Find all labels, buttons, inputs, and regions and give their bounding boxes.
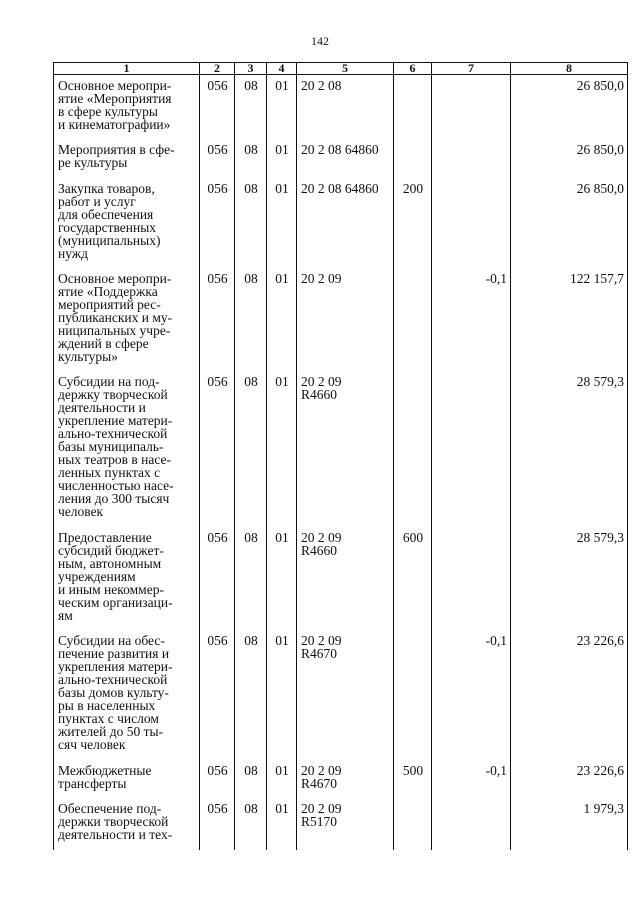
item-name: Основное меропри- ятие «Поддержка мероприятий рес- публиканских и му- ниципальных учре- ждений в сфере культуры» (54, 268, 200, 371)
target-article-code: 20 2 09 R4670 (297, 630, 394, 760)
ministry-code: 056 (200, 139, 235, 178)
subsection-code: 01 (267, 371, 297, 527)
subsection-code: 01 (267, 527, 297, 630)
ministry-code: 056 (200, 527, 235, 630)
ministry-code: 056 (200, 178, 235, 268)
expense-type-code (394, 268, 432, 371)
table-row (54, 268, 628, 371)
expense-type-code (394, 371, 432, 527)
expense-type-code (394, 630, 432, 760)
total-amount: 26 850,0 (511, 178, 628, 268)
subsection-code: 01 (267, 268, 297, 371)
section-code: 08 (235, 178, 267, 268)
subsection-code: 01 (267, 178, 297, 268)
target-article-code: 20 2 09 R4660 (297, 527, 394, 630)
change-amount: -0,1 (432, 630, 511, 760)
total-amount: 23 226,6 (511, 630, 628, 760)
subsection-code: 01 (267, 798, 297, 850)
expense-type-code: 600 (394, 527, 432, 630)
total-amount: 26 850,0 (511, 139, 628, 178)
item-name: Мероприятия в сфе- ре культуры (54, 139, 200, 178)
total-amount: 28 579,3 (511, 371, 628, 527)
budget-table (53, 62, 628, 850)
change-amount (432, 139, 511, 178)
target-article-code: 20 2 09 R4660 (297, 371, 394, 527)
expense-type-code: 200 (394, 178, 432, 268)
item-name: Субсидии на обес- печение развития и укрепления матери- ально-технической базы домов культу- ры в населенных пунктах с числом жителей до 50 ты- сяч человек (54, 630, 200, 760)
ministry-code: 056 (200, 630, 235, 760)
ministry-code: 056 (200, 371, 235, 527)
item-name: Межбюджетные трансферты (54, 760, 200, 798)
target-article-code: 20 2 08 64860 (297, 139, 394, 178)
section-code: 08 (235, 798, 267, 850)
section-code: 08 (235, 630, 267, 760)
item-name: Предоставление субсидий бюджет- ным, автономным учреждениям и иным некоммер- ческим организаци- ям (54, 527, 200, 630)
target-article-code: 20 2 09 R5170 (297, 798, 394, 850)
section-code: 08 (235, 139, 267, 178)
total-amount: 26 850,0 (511, 75, 628, 139)
header-row (54, 63, 628, 75)
expense-type-code (394, 75, 432, 139)
change-amount (432, 178, 511, 268)
change-amount: -0,1 (432, 268, 511, 371)
section-code: 08 (235, 527, 267, 630)
column-header-2: 2 (200, 63, 235, 75)
ministry-code: 056 (200, 798, 235, 850)
section-code: 08 (235, 371, 267, 527)
target-article-code: 20 2 09 (297, 268, 394, 371)
section-code: 08 (235, 75, 267, 139)
target-article-code: 20 2 08 64860 (297, 178, 394, 268)
section-code: 08 (235, 268, 267, 371)
column-header-7: 7 (432, 63, 511, 75)
column-header-3: 3 (235, 63, 267, 75)
expense-type-code (394, 798, 432, 850)
change-amount (432, 75, 511, 139)
total-amount: 1 979,3 (511, 798, 628, 850)
page-number: 142 (311, 34, 329, 48)
table-row (54, 527, 628, 630)
change-amount (432, 798, 511, 850)
subsection-code: 01 (267, 75, 297, 139)
change-amount (432, 371, 511, 527)
total-amount: 23 226,6 (511, 760, 628, 798)
table-row (54, 760, 628, 798)
column-header-6: 6 (394, 63, 432, 75)
table-row (54, 798, 628, 850)
change-amount (432, 527, 511, 630)
item-name: Основное меропри- ятие «Мероприятия в сфере культуры и кинематографии» (54, 75, 200, 139)
table-row (54, 178, 628, 268)
ministry-code: 056 (200, 760, 235, 798)
subsection-code: 01 (267, 630, 297, 760)
column-header-1: 1 (54, 63, 200, 75)
total-amount: 28 579,3 (511, 527, 628, 630)
column-header-5: 5 (297, 63, 394, 75)
subsection-code: 01 (267, 139, 297, 178)
section-code: 08 (235, 760, 267, 798)
ministry-code: 056 (200, 268, 235, 371)
table-row (54, 139, 628, 178)
ministry-code: 056 (200, 75, 235, 139)
item-name: Закупка товаров, работ и услуг для обеспечения государственных (муниципальных) нужд (54, 178, 200, 268)
target-article-code: 20 2 08 (297, 75, 394, 139)
change-amount: -0,1 (432, 760, 511, 798)
table-row (54, 75, 628, 139)
table-row (54, 630, 628, 760)
target-article-code: 20 2 09 R4670 (297, 760, 394, 798)
column-header-4: 4 (267, 63, 297, 75)
expense-type-code: 500 (394, 760, 432, 798)
subsection-code: 01 (267, 760, 297, 798)
item-name: Обеспечение под- держки творческой деятельности и тех- (54, 798, 200, 850)
column-header-8: 8 (511, 63, 628, 75)
total-amount: 122 157,7 (511, 268, 628, 371)
item-name: Субсидии на под- держку творческой деятельности и укрепление матери- ально-технической базы муниципаль- ных театров в насе- ленных пунктах с численностью насе- ления до 300 тысяч человек (54, 371, 200, 527)
expense-type-code (394, 139, 432, 178)
table-row (54, 371, 628, 527)
